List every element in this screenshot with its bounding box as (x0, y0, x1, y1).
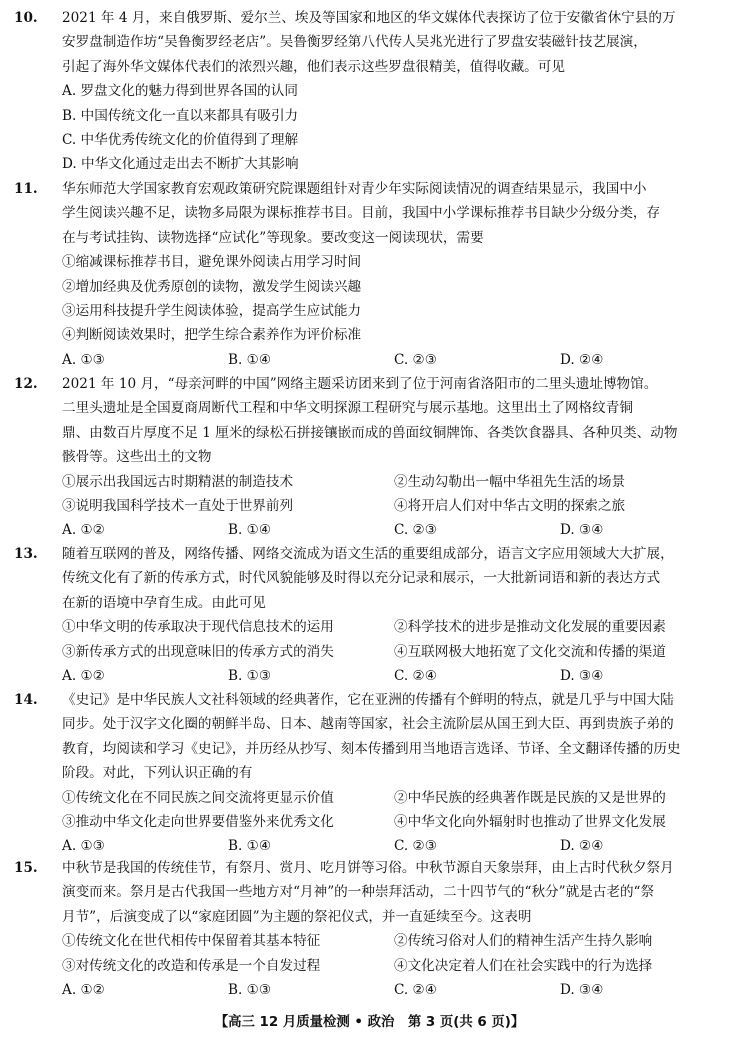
stem-line: 月节”，后演变成了以“家庭团圆”为主题的祭祀仪式，并一直延续至今。这表明 (62, 908, 532, 925)
question-stem (14, 372, 726, 470)
question-13 (14, 542, 726, 688)
stem-line: 2021 年 10 月，“母亲河畔的中国”网络主题采访团来到了位于河南省洛阳市的二里头遗址博物馆。 (62, 376, 658, 392)
choice-b: B. ①④ (228, 351, 272, 368)
stem-line: 传统文化有了新的传承方式，时代风貌能够及时得以充分记录和展示，一大批新词语和新的表达方式 (62, 570, 661, 587)
question-12 (14, 372, 726, 543)
stem-line: 随着互联网的普及，网络传播、网络交流成为语文生活的重要组成部分，语言文字应用领域大大扩展， (62, 546, 674, 562)
statement-4: ④文化决定着人们在社会实践中的行为选择 (394, 957, 653, 974)
statement-4: ④判断阅读效果时，把学生综合素养作为评价标准 (62, 327, 362, 344)
question-number: 15. (14, 860, 38, 876)
choice-d: D. ③④ (560, 981, 604, 998)
question-11 (14, 177, 726, 372)
option-a: A. 罗盘文化的魅力得到世界各国的认同 (62, 83, 298, 100)
option-c: C. 中华优秀传统文化的价值得到了理解 (62, 131, 299, 148)
option-b: B. 中国传统文化一直以来都具有吸引力 (62, 107, 299, 124)
stem-line: 鼎、由数百片厚度不足 1 厘米的绿松石拼接镶嵌而成的兽面纹铜牌饰、各类饮食器具、各种贝类、动物 (62, 424, 678, 441)
choice-c: C. ②④ (394, 981, 437, 998)
statement-3: ③新传承方式的出现意味旧的传承方式的消失 (62, 643, 334, 660)
stem-line: 骸骨等。这些出土的文物 (62, 449, 212, 466)
stem-line: 在与考试挂钩、读物选择“应试化”等现象。要改变这一阅读现状，需要 (62, 229, 484, 246)
stem-line: 阶段。对此，下列认识正确的有 (62, 765, 253, 782)
statement-row (14, 786, 726, 810)
choice-c: C. ②④ (394, 667, 437, 684)
question-number: 11. (14, 181, 38, 197)
question-stem (14, 177, 726, 250)
statement-row (14, 494, 726, 518)
question-14 (14, 688, 726, 859)
statement-2: ②中华民族的经典著作既是民族的又是世界的 (394, 789, 666, 806)
choice-a: A. ①③ (62, 351, 105, 368)
question-stem (14, 6, 726, 79)
statement-3: ③说明我国科学技术一直处于世界前列 (62, 497, 294, 514)
stem-line: 二里头遗址是全国夏商周断代工程和中华文明探源工程研究与展示基地。这里出土了网格纹青铜 (62, 400, 633, 417)
stem-line: 同步。处于汉字文化圈的朝鲜半岛、日本、越南等国家，社会主流阶层从国王到大臣、再到贵族子弟的 (62, 716, 674, 733)
statement-2: ②传统习俗对人们的精神生活产生持久影响 (394, 933, 653, 950)
choice-b: B. ①④ (228, 522, 272, 539)
choice-c: C. ②③ (394, 522, 437, 539)
statement-2: ②生动勾勒出一幅中华祖先生活的场景 (394, 473, 626, 490)
statement-2: ②科学技术的进步是推动文化发展的重要因素 (394, 619, 666, 636)
stem-line: 中秋节是我国的传统佳节，有祭月、赏月、吃月饼等习俗。中秋节源自天象崇拜，由上古时代秋夕祭月 (62, 860, 674, 876)
statement-4: ④中华文化向外辐射时也推动了世界文化发展 (394, 813, 666, 830)
stem-line: 引起了海外华文媒体代表们的浓烈兴趣，他们表示这些罗盘很精美，值得收藏。可见 (62, 58, 565, 75)
choice-a: A. ①② (62, 667, 105, 684)
question-number: 14. (14, 692, 38, 708)
question-stem (14, 856, 726, 929)
choice-b: B. ①③ (228, 981, 272, 998)
statement-row (14, 810, 726, 834)
statement-row (14, 954, 726, 978)
statement-4: ④互联网极大地拓宽了文化交流和传播的渠道 (394, 643, 666, 660)
stem-line: 学生阅读兴趣不足，读物多局限为课标推荐书目。目前，我国中小学课标推荐书目缺少分级分类，存 (62, 205, 661, 222)
statement-1: ①展示出我国远古时期精湛的制造技术 (62, 473, 294, 490)
statement-1: ①中华文明的传承取决于现代信息技术的运用 (62, 619, 334, 636)
question-stem (14, 542, 726, 615)
statement-row (14, 640, 726, 664)
stem-line: 安罗盘制造作坊“吴鲁衡罗经老店”。吴鲁衡罗经第八代传人吴兆光进行了罗盘安装磁针技艺展演， (62, 34, 647, 51)
answer-choices (14, 348, 726, 372)
statement-4: ④将开启人们对中华古文明的探索之旅 (394, 497, 626, 514)
option-d: D. 中华文化通过走出去不断扩大其影响 (62, 156, 299, 173)
stem-line: 教育，均阅读和学习《史记》，并历经从抄写、刻本传播到用当地语言选译、节译、全文翻译传播的历史 (62, 740, 681, 757)
statement-3: ③推动中华文化走向世界要借鉴外来优秀文化 (62, 813, 334, 830)
statement-row (14, 470, 726, 494)
question-number: 10. (14, 10, 38, 26)
question-number: 13. (14, 546, 38, 562)
statement-1: ①缩减课标推荐书目，避免课外阅读占用学习时间 (62, 254, 362, 271)
choice-b: B. ①③ (228, 667, 272, 684)
statement-1: ①传统文化在不同民族之间交流将更显示价值 (62, 789, 334, 806)
stem-line: 在新的语境中孕育生成。由此可见 (62, 594, 266, 611)
statement-1: ①传统文化在世代相传中保留着其基本特征 (62, 933, 321, 950)
page-footer: 【高三 12 月质量检测 • 政治 第 3 页(共 6 页)】 (214, 1015, 525, 1030)
answer-choices (14, 518, 726, 542)
choice-a: A. ①③ (62, 838, 105, 855)
statement-3: ③运用科技提升学生阅读体验，提高学生应试能力 (62, 302, 362, 319)
choice-a: A. ①② (62, 981, 105, 998)
answer-choices (14, 664, 726, 688)
choice-b: B. ①④ (228, 838, 272, 855)
choice-d: D. ③④ (560, 667, 604, 684)
choice-c: C. ②③ (394, 838, 437, 855)
statement-row (14, 929, 726, 953)
statement-2: ②增加经典及优秀原创的读物，激发学生阅读兴趣 (62, 278, 362, 295)
stem-line: 《史记》是中华民族人文社科领域的经典著作，它在亚洲的传播有个鲜明的特点，就是几乎与中国大陆 (62, 692, 674, 708)
question-stem (14, 688, 726, 786)
answer-choices (14, 978, 726, 1002)
question-15 (14, 856, 726, 1002)
stem-line: 演变而来。祭月是古代我国一些地方对“月神”的一种崇拜活动，二十四节气的“秋分”就是古老的“祭 (62, 884, 655, 901)
choice-d: D. ②④ (560, 351, 604, 368)
stem-line: 华东师范大学国家教育宏观政策研究院课题组针对青少年实际阅读情况的调查结果显示，我国中小 (62, 181, 647, 197)
statement-3: ③对传统文化的改造和传承是一个自发过程 (62, 957, 321, 974)
choice-c: C. ②③ (394, 351, 437, 368)
choice-d: D. ③④ (560, 522, 604, 539)
question-number: 12. (14, 376, 38, 392)
choice-d: D. ②④ (560, 838, 604, 855)
stem-line: 2021 年 4 月，来自俄罗斯、爱尔兰、埃及等国家和地区的华文媒体代表探访了位于安徽省休宁县的万 (62, 10, 676, 26)
choice-a: A. ①② (62, 522, 105, 539)
question-10 (14, 6, 726, 177)
statement-row (14, 615, 726, 639)
